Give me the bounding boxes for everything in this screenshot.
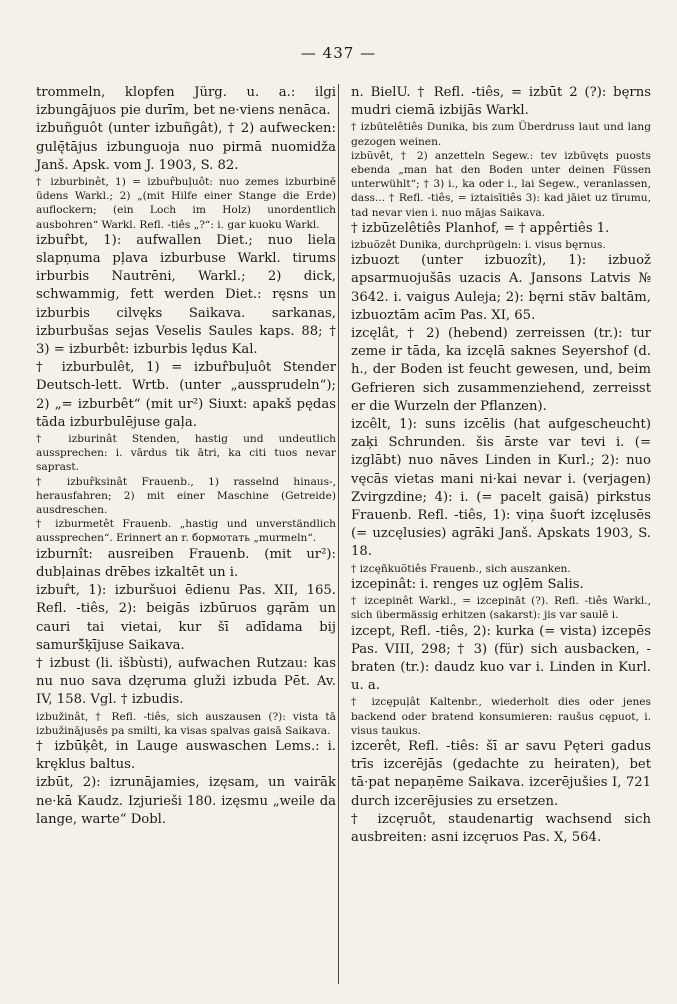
dictionary-entry: izbur̂bt, 1): aufwallen Diet.; nuo liela slapņuma pļava izburbuse Warkl. tirums irburbis Nautrēni, Warkl.; 2) dick, schwammig, fett werden Diet.: ręsns un izburbis cilvęks Saikava. sarkanas, izburbušas sejas Veselis Saules kaps. 88; † 3) = izburbêt: izburbis lędus Kal. bbox=[36, 232, 336, 358]
dictionary-entry: izbuozt (unter izbuozît), 1): izbuož apsarmuojušās uzacis A. Jansons Latvis № 3642. i. vaigus Auleja; 2): bęrni stāv baltām, izbuoztām acīm Pas. XI, 65. bbox=[351, 253, 651, 323]
dictionary-entry: izcepinât: i. renges uz ogļēm Salis. bbox=[351, 576, 584, 592]
dictionary-entry: † izburmetêt Frauenb. „hastig und unverständlich aussprechen“. Erinnert an r. бормотать „murmeln“. bbox=[36, 518, 336, 545]
dictionary-entry: trommeln, klopfen Jürg. u. a.: ilgi izbungājuos pie durīm, bet ne·viens nenāca. bbox=[36, 85, 336, 119]
dictionary-entry: † izbur̂ksinât Frauenb., 1) rasselnd hinaus-, herausfahren; 2) mit einer Maschine (Getreide) ausdreschen. bbox=[36, 475, 336, 517]
dictionary-entry: izbur̂t, 1): izburšuoi ēdienu Pas. XII, 165. Refl. -tiês, 2): beigās izbūruos gąrām un cauri tai vietai, kur šī adīdama bij samurš̃ķījuse Saikava. bbox=[36, 583, 336, 653]
dictionary-entry: izcept, Refl. -tiês, 2): kurka (= vista) izcepēs Pas. VIII, 298; † 3) (für) sich ausbacken, -braten (tr.): daudz kuo var i. Linden in Kurl. u. a. bbox=[351, 623, 651, 694]
dictionary-entry: † izcępuļât Kaltenbr., wiederholt dies oder jenes backend oder bratend konsumieren: raušus cępuot, i. visus taukus. bbox=[351, 696, 651, 737]
column-divider bbox=[338, 84, 339, 984]
dictionary-entry: † izbūzelêtiês Planhof, = † appêrtiês 1. bbox=[351, 220, 610, 236]
dictionary-entry: izcerêt, Refl. -tiês: šī ar savu Pęteri gadus trīs izcerējās (gedachte zu heiraten), bet tā·pat nepaņēme Saikava. izcerējušies I, 721 durch izcerējusies zu ersetzen. bbox=[351, 738, 651, 809]
dictionary-entry: † izburinât Stenden, hastig und undeutlich aussprechen: i. vārdus tik ātri, ka citi tuos nevar saprast. bbox=[36, 433, 336, 474]
dictionary-entry: izcęlât, † 2) (hebend) zerreissen (tr.): tur zeme ir tāda, ka izcęlā saknes Seyershof (d. h., der Boden ist feucht gewesen, und, beim Gefrieren sich zusammenziehend, zerreisst er die Wurzeln der Pflanzen). bbox=[351, 326, 651, 414]
dictionary-entry: † izburbulêt, 1) = izbur̂buļuôt Stender Deutsch-lett. Wrtb. (unter „aussprudeln“); 2) „= izburbêt“ (mit ur²) Siuxt: apakš pędas tāda izburbulējuse gaļa. bbox=[36, 360, 336, 430]
dictionary-entry: izbũvêt, † 2) anzetteln Segew.: tev izbūvęts puosts ebenda „man hat den Boden unter deinen Füssen unterwühlt“; † 3) i., ka oder i., lai Segew., veranlassen, dass... † Refl. -tiês, = iztaisītiês 3): kad jāiet uz tīrumu, tad nevar vien i. nuo mājas Saikava. bbox=[351, 149, 651, 219]
dictionary-entry: izbūt, 2): izrunājamies, izęsam, un vairāk ne·kā Kaudz. Izjurieši 180. izęsmu „weile da lange, warte“ Dobl. bbox=[36, 775, 336, 827]
dictionary-entry: † izbūtelêtiês Dunika, bis zum Überdruss laut und lang gezogen weinen. bbox=[351, 121, 651, 148]
left-column bbox=[36, 84, 336, 829]
dictionary-entry: † izburbinêt, 1) = izbur̂buļuôt: nuo zemes izburbinē ūdens Warkl.; 2) „(mit Hilfe einer Stange die Erde) auflockern; (ein Loch im Holz) unordentlich ausbohren“ Warkl. Refl. -tiês „?“: i. gar kuoku Warkl. bbox=[36, 176, 336, 231]
dictionary-entry: † izcęruôt, staudenartig wachsend sich ausbreiten: asni izcęruos Pas. X, 564. bbox=[351, 811, 651, 845]
dictionary-entry: izburnît: ausreiben Frauenb. (mit ur²): dubļainas drēbes izkaltēt un i. bbox=[36, 546, 336, 580]
dictionary-entry: † izbūķêt, in Lauge auswaschen Lems.: i. kręklus baltus. bbox=[36, 738, 336, 773]
dictionary-entry: izbužinât, † Refl. -tiês, sich auszausen (?): vista tā izbužinājusēs pa smilti, ka visas spalvas gaisā Saikava. bbox=[36, 710, 336, 737]
dictionary-entry: † izbust (li. išbùsti), aufwachen Rutzau: kas nu nuo sava dzęruma gluži izbuda Pēt. Av. IV, 158. Vgl. † izbudis. bbox=[36, 655, 336, 708]
right-column bbox=[351, 84, 651, 847]
page-number: — 437 — bbox=[300, 44, 377, 62]
dictionary-entry: izbuñguôt (unter izbuñgât), † 2) aufwecken: gulę̄tājus izbunguoja nuo pirmā nuomidža Janš. Apsk. vom J. 1903, S. 82. bbox=[36, 121, 336, 173]
dictionary-entry: † izcepinêt Warkl., = izcepināt (?). Refl. -tiês Warkl., sich übermässig erhitzen (sakarst): jis var saulē i. bbox=[351, 595, 651, 622]
dictionary-entry: izbuõzêt Dunika, durchprügeln: i. visus bęrnus. bbox=[351, 239, 606, 252]
dictionary-entry: † izcęñkuõtiês Frauenb., sich auszanken. bbox=[351, 562, 571, 575]
dictionary-entry: izcêlt, 1): suns izcēlis (hat aufgescheucht) zaķi Schrunden. šis ārste var tevi i. (= izglābt) nuo nāves Linden in Kurl.; 2): nuo vęcās vietas mani ni·kai nevar i. (verjagen) Zvirgzdine; 4): i. (= pacelt gaisā) pirkstus Frauenb. Refl. -tiês, 1): viņa šuoŕt izcęlusēs (= uzcęlusies) agrāki Janš. Apskats 1903, S. 18. bbox=[351, 417, 651, 560]
dictionary-entry: n. BielU. † Refl. -tiês, = izbūt 2 (?): bęrns mudri ciemā izbijās Warkl. bbox=[351, 85, 651, 119]
